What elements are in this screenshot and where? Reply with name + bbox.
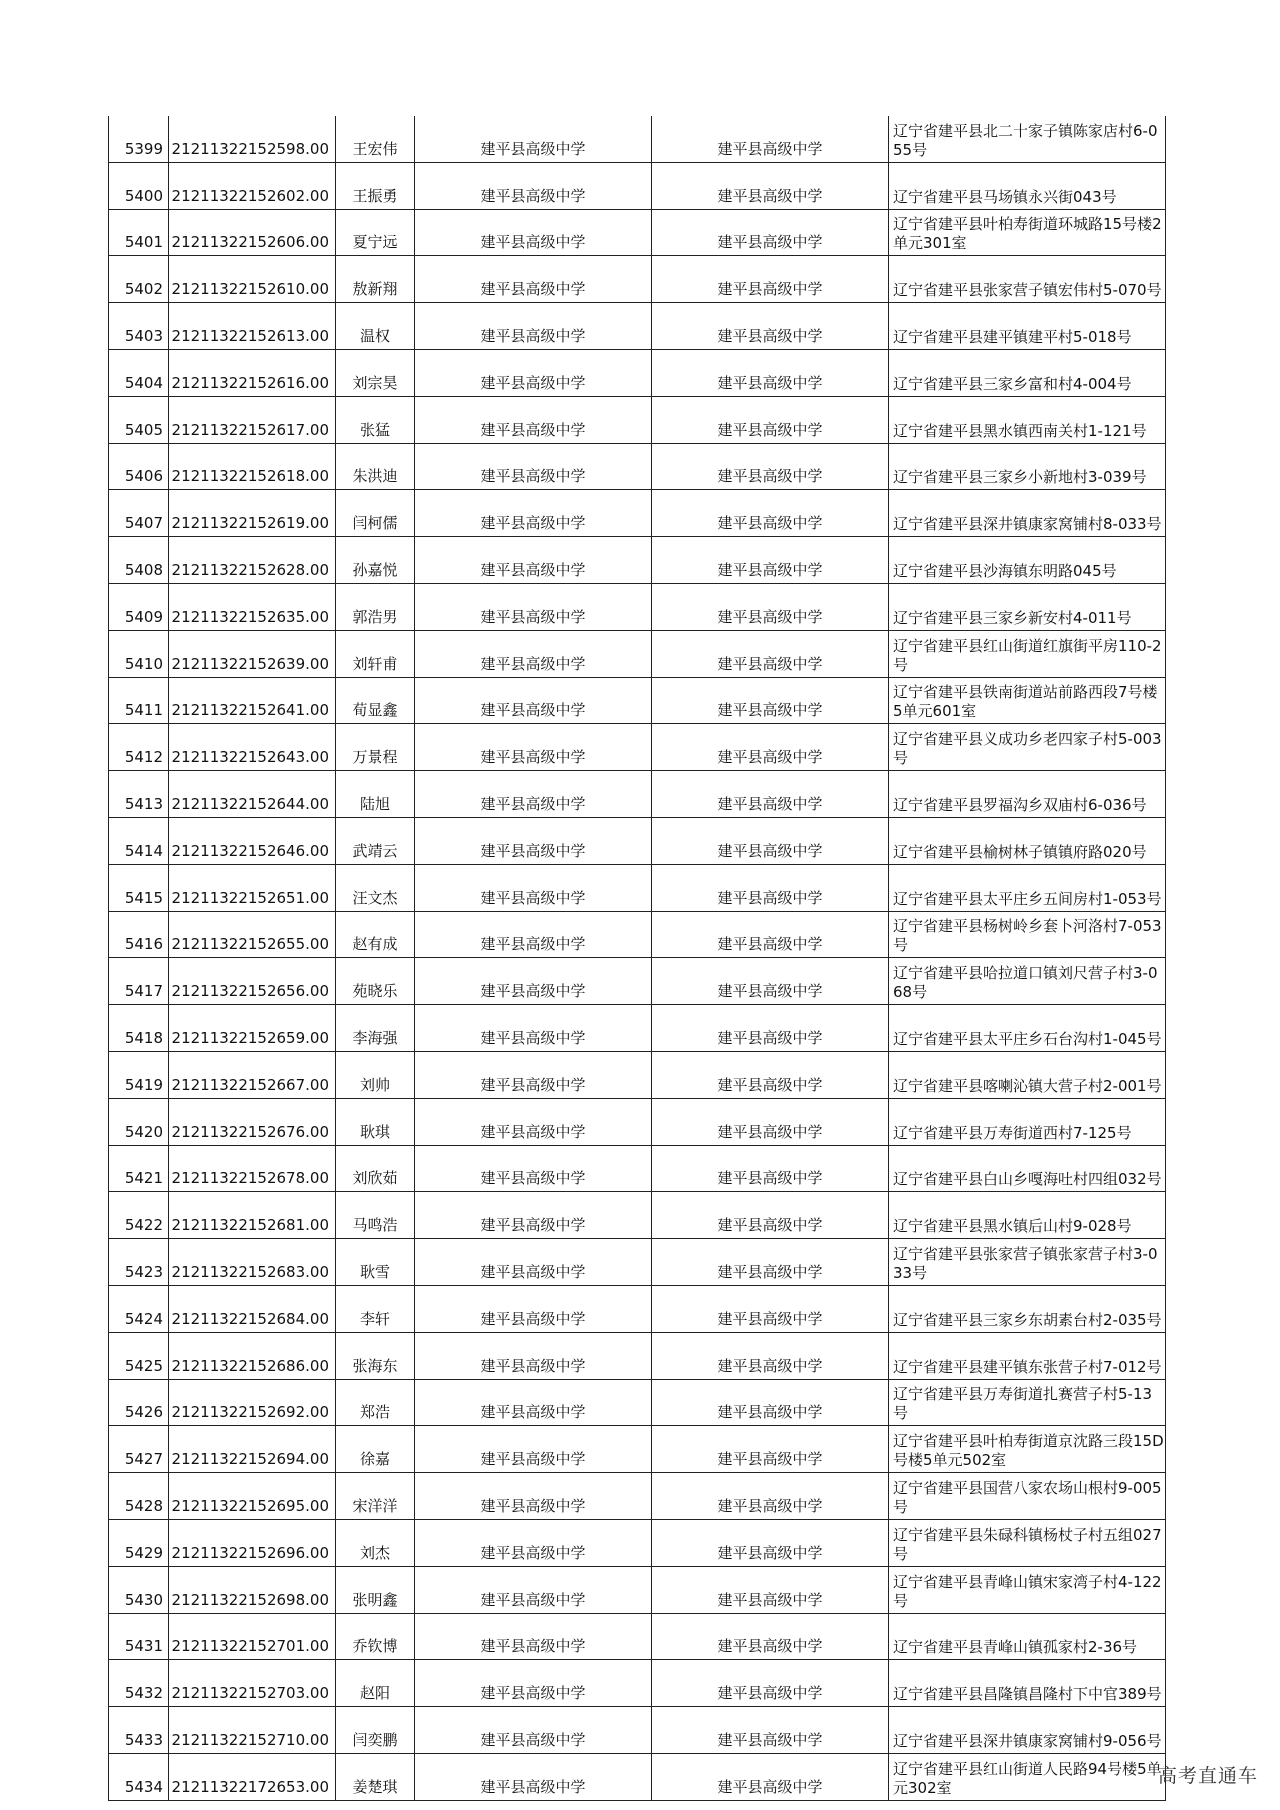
student-name: 赵阳	[336, 1660, 415, 1707]
student-name: 李轩	[336, 1285, 415, 1332]
candidate-id: 21211322152692.00	[169, 1379, 336, 1426]
table-row	[109, 162, 1166, 209]
row-number: 5404	[109, 349, 169, 396]
candidate-id: 21211322152613.00	[169, 303, 336, 350]
table-row	[109, 256, 1166, 303]
graduating-school: 建平县高级中学	[652, 1660, 889, 1707]
table-row	[109, 1519, 1166, 1566]
candidate-id: 21211322152696.00	[169, 1519, 336, 1566]
candidate-id: 21211322152598.00	[169, 116, 336, 162]
candidate-id: 21211322152617.00	[169, 396, 336, 443]
home-address: 辽宁省建平县叶柏寿街道京沈路三段15D号楼5单元502室	[889, 1426, 1166, 1473]
graduating-school: 建平县高级中学	[652, 677, 889, 724]
candidate-id: 21211322152641.00	[169, 677, 336, 724]
home-address: 辽宁省建平县太平庄乡五间房村1-053号	[889, 864, 1166, 911]
candidate-id: 21211322152619.00	[169, 490, 336, 537]
school-name: 建平县高级中学	[415, 396, 652, 443]
table-row	[109, 490, 1166, 537]
school-name: 建平县高级中学	[415, 864, 652, 911]
watermark: 高考直通车	[1157, 1765, 1258, 1787]
table-row	[109, 1660, 1166, 1707]
home-address: 辽宁省建平县万寿街道扎赛营子村5-13号	[889, 1379, 1166, 1426]
row-number: 5427	[109, 1426, 169, 1473]
table-row	[109, 1566, 1166, 1613]
table-row	[109, 1239, 1166, 1286]
home-address: 辽宁省建平县义成功乡老四家子村5-003号	[889, 724, 1166, 771]
student-name: 闫柯儒	[336, 490, 415, 537]
student-name: 宋洋洋	[336, 1473, 415, 1520]
row-number: 5419	[109, 1051, 169, 1098]
student-name: 刘帅	[336, 1051, 415, 1098]
student-name: 武靖云	[336, 817, 415, 864]
table-row	[109, 583, 1166, 630]
row-number: 5400	[109, 162, 169, 209]
school-name: 建平县高级中学	[415, 583, 652, 630]
graduating-school: 建平县高级中学	[652, 162, 889, 209]
row-number: 5434	[109, 1753, 169, 1800]
table-row	[109, 724, 1166, 771]
graduating-school: 建平县高级中学	[652, 583, 889, 630]
school-name: 建平县高级中学	[415, 1426, 652, 1473]
graduating-school: 建平县高级中学	[652, 443, 889, 490]
row-number: 5410	[109, 630, 169, 677]
school-name: 建平县高级中学	[415, 817, 652, 864]
home-address: 辽宁省建平县三家乡东胡素台村2-035号	[889, 1285, 1166, 1332]
graduating-school: 建平县高级中学	[652, 958, 889, 1005]
graduating-school: 建平县高级中学	[652, 396, 889, 443]
student-name: 耿雪	[336, 1239, 415, 1286]
table-row	[109, 1285, 1166, 1332]
row-number: 5420	[109, 1098, 169, 1145]
school-name: 建平县高级中学	[415, 162, 652, 209]
row-number: 5414	[109, 817, 169, 864]
graduating-school: 建平县高级中学	[652, 911, 889, 958]
graduating-school: 建平县高级中学	[652, 1145, 889, 1192]
row-number: 5402	[109, 256, 169, 303]
student-name: 赵有成	[336, 911, 415, 958]
school-name: 建平县高级中学	[415, 1473, 652, 1520]
student-name: 徐嘉	[336, 1426, 415, 1473]
row-number: 5421	[109, 1145, 169, 1192]
row-number: 5416	[109, 911, 169, 958]
student-name: 刘宗昊	[336, 349, 415, 396]
school-name: 建平县高级中学	[415, 911, 652, 958]
school-name: 建平县高级中学	[415, 1519, 652, 1566]
candidate-id: 21211322152676.00	[169, 1098, 336, 1145]
school-name: 建平县高级中学	[415, 677, 652, 724]
home-address: 辽宁省建平县三家乡富和村4-004号	[889, 349, 1166, 396]
home-address: 辽宁省建平县青峰山镇孤家村2-36号	[889, 1613, 1166, 1660]
home-address: 辽宁省建平县朱碌科镇杨杖子村五组027号	[889, 1519, 1166, 1566]
graduating-school: 建平县高级中学	[652, 1426, 889, 1473]
home-address: 辽宁省建平县黑水镇西南关村1-121号	[889, 396, 1166, 443]
row-number: 5422	[109, 1192, 169, 1239]
table-row	[109, 1145, 1166, 1192]
school-name: 建平县高级中学	[415, 1145, 652, 1192]
table-row	[109, 864, 1166, 911]
candidate-id: 21211322152610.00	[169, 256, 336, 303]
table-row	[109, 1005, 1166, 1052]
table-row	[109, 1379, 1166, 1426]
graduating-school: 建平县高级中学	[652, 1379, 889, 1426]
school-name: 建平县高级中学	[415, 724, 652, 771]
graduating-school: 建平县高级中学	[652, 1332, 889, 1379]
student-name: 王宏伟	[336, 116, 415, 162]
candidate-id: 21211322152701.00	[169, 1613, 336, 1660]
candidate-id: 21211322152686.00	[169, 1332, 336, 1379]
home-address: 辽宁省建平县太平庄乡石台沟村1-045号	[889, 1005, 1166, 1052]
graduating-school: 建平县高级中学	[652, 303, 889, 350]
row-number: 5423	[109, 1239, 169, 1286]
candidate-id: 21211322152684.00	[169, 1285, 336, 1332]
table-body	[109, 116, 1166, 1800]
candidate-id: 21211322152635.00	[169, 583, 336, 630]
candidate-id: 21211322152655.00	[169, 911, 336, 958]
candidate-id: 21211322152606.00	[169, 209, 336, 256]
student-name: 张明鑫	[336, 1566, 415, 1613]
table-row	[109, 1192, 1166, 1239]
candidate-id: 21211322152667.00	[169, 1051, 336, 1098]
row-number: 5431	[109, 1613, 169, 1660]
home-address: 辽宁省建平县万寿街道西村7-125号	[889, 1098, 1166, 1145]
row-number: 5418	[109, 1005, 169, 1052]
table-row	[109, 1098, 1166, 1145]
graduating-school: 建平县高级中学	[652, 817, 889, 864]
graduating-school: 建平县高级中学	[652, 1473, 889, 1520]
home-address: 辽宁省建平县深井镇康家窝铺村9-056号	[889, 1707, 1166, 1754]
student-name: 万景程	[336, 724, 415, 771]
graduating-school: 建平县高级中学	[652, 724, 889, 771]
candidate-id: 21211322152651.00	[169, 864, 336, 911]
graduating-school: 建平县高级中学	[652, 1613, 889, 1660]
candidate-id: 21211322152602.00	[169, 162, 336, 209]
row-number: 5415	[109, 864, 169, 911]
home-address: 辽宁省建平县马场镇永兴街043号	[889, 162, 1166, 209]
candidate-id: 21211322152643.00	[169, 724, 336, 771]
home-address: 辽宁省建平县张家营子镇宏伟村5-070号	[889, 256, 1166, 303]
graduating-school: 建平县高级中学	[652, 1051, 889, 1098]
student-name: 王振勇	[336, 162, 415, 209]
candidate-id: 21211322152639.00	[169, 630, 336, 677]
row-number: 5432	[109, 1660, 169, 1707]
table-row	[109, 1613, 1166, 1660]
student-name: 温权	[336, 303, 415, 350]
row-number: 5413	[109, 771, 169, 818]
table-row	[109, 817, 1166, 864]
row-number: 5425	[109, 1332, 169, 1379]
home-address: 辽宁省建平县喀喇沁镇大营子村2-001号	[889, 1051, 1166, 1098]
student-name: 姜楚琪	[336, 1753, 415, 1800]
student-name: 苑晓乐	[336, 958, 415, 1005]
school-name: 建平县高级中学	[415, 349, 652, 396]
row-number: 5430	[109, 1566, 169, 1613]
row-number: 5409	[109, 583, 169, 630]
home-address: 辽宁省建平县红山街道红旗街平房110-2号	[889, 630, 1166, 677]
candidate-id: 21211322152683.00	[169, 1239, 336, 1286]
school-name: 建平县高级中学	[415, 630, 652, 677]
home-address: 辽宁省建平县白山乡嘎海吐村四组032号	[889, 1145, 1166, 1192]
home-address: 辽宁省建平县榆树林子镇镇府路020号	[889, 817, 1166, 864]
student-name: 张猛	[336, 396, 415, 443]
home-address: 辽宁省建平县叶柏寿街道环城路15号楼2单元301室	[889, 209, 1166, 256]
school-name: 建平县高级中学	[415, 256, 652, 303]
home-address: 辽宁省建平县青峰山镇宋家湾子村4-122号	[889, 1566, 1166, 1613]
candidate-id: 21211322152703.00	[169, 1660, 336, 1707]
candidate-id: 21211322152678.00	[169, 1145, 336, 1192]
row-number: 5412	[109, 724, 169, 771]
school-name: 建平县高级中学	[415, 490, 652, 537]
school-name: 建平县高级中学	[415, 1379, 652, 1426]
table-row	[109, 396, 1166, 443]
home-address: 辽宁省建平县红山街道人民路94号楼5单元302室	[889, 1753, 1166, 1800]
home-address: 辽宁省建平县沙海镇东明路045号	[889, 537, 1166, 584]
student-name: 李海强	[336, 1005, 415, 1052]
candidate-id: 21211322152694.00	[169, 1426, 336, 1473]
student-name: 陆旭	[336, 771, 415, 818]
school-name: 建平县高级中学	[415, 1285, 652, 1332]
school-name: 建平县高级中学	[415, 1051, 652, 1098]
student-name: 闫奕鹏	[336, 1707, 415, 1754]
student-name: 张海东	[336, 1332, 415, 1379]
row-number: 5401	[109, 209, 169, 256]
student-name: 朱洪迪	[336, 443, 415, 490]
row-number: 5406	[109, 443, 169, 490]
candidate-id: 21211322152681.00	[169, 1192, 336, 1239]
graduating-school: 建平县高级中学	[652, 1707, 889, 1754]
table-row	[109, 349, 1166, 396]
home-address: 辽宁省建平县三家乡新安村4-011号	[889, 583, 1166, 630]
home-address: 辽宁省建平县国营八家农场山根村9-005号	[889, 1473, 1166, 1520]
graduating-school: 建平县高级中学	[652, 256, 889, 303]
school-name: 建平县高级中学	[415, 116, 652, 162]
school-name: 建平县高级中学	[415, 958, 652, 1005]
table-row	[109, 1332, 1166, 1379]
home-address: 辽宁省建平县三家乡小新地村3-039号	[889, 443, 1166, 490]
graduating-school: 建平县高级中学	[652, 537, 889, 584]
table-row	[109, 911, 1166, 958]
graduating-school: 建平县高级中学	[652, 490, 889, 537]
student-name: 敖新翔	[336, 256, 415, 303]
graduating-school: 建平县高级中学	[652, 1192, 889, 1239]
school-name: 建平县高级中学	[415, 1660, 652, 1707]
school-name: 建平县高级中学	[415, 303, 652, 350]
graduating-school: 建平县高级中学	[652, 1285, 889, 1332]
row-number: 5417	[109, 958, 169, 1005]
row-number: 5403	[109, 303, 169, 350]
graduating-school: 建平县高级中学	[652, 771, 889, 818]
school-name: 建平县高级中学	[415, 209, 652, 256]
school-name: 建平县高级中学	[415, 1332, 652, 1379]
student-name: 乔钦博	[336, 1613, 415, 1660]
graduating-school: 建平县高级中学	[652, 209, 889, 256]
home-address: 辽宁省建平县深井镇康家窝铺村8-033号	[889, 490, 1166, 537]
table-row	[109, 1426, 1166, 1473]
row-number: 5405	[109, 396, 169, 443]
home-address: 辽宁省建平县昌隆镇昌隆村下中官389号	[889, 1660, 1166, 1707]
home-address: 辽宁省建平县张家营子镇张家营子村3-033号	[889, 1239, 1166, 1286]
school-name: 建平县高级中学	[415, 1005, 652, 1052]
home-address: 辽宁省建平县铁南街道站前路西段7号楼5单元601室	[889, 677, 1166, 724]
home-address: 辽宁省建平县北二十家子镇陈家店村6-055号	[889, 116, 1166, 162]
table-row	[109, 1051, 1166, 1098]
school-name: 建平县高级中学	[415, 1566, 652, 1613]
candidate-id: 21211322172653.00	[169, 1753, 336, 1800]
candidate-id: 21211322152710.00	[169, 1707, 336, 1754]
graduating-school: 建平县高级中学	[652, 1005, 889, 1052]
roster-table	[108, 116, 1166, 1801]
row-number: 5433	[109, 1707, 169, 1754]
graduating-school: 建平县高级中学	[652, 1519, 889, 1566]
row-number: 5399	[109, 116, 169, 162]
home-address: 辽宁省建平县哈拉道口镇刘尺营子村3-068号	[889, 958, 1166, 1005]
student-name: 荀显鑫	[336, 677, 415, 724]
table-row	[109, 1473, 1166, 1520]
graduating-school: 建平县高级中学	[652, 864, 889, 911]
student-name: 郭浩男	[336, 583, 415, 630]
row-number: 5424	[109, 1285, 169, 1332]
candidate-id: 21211322152628.00	[169, 537, 336, 584]
candidate-id: 21211322152644.00	[169, 771, 336, 818]
school-name: 建平县高级中学	[415, 771, 652, 818]
student-name: 刘轩甫	[336, 630, 415, 677]
candidate-id: 21211322152659.00	[169, 1005, 336, 1052]
row-number: 5426	[109, 1379, 169, 1426]
table-row	[109, 209, 1166, 256]
row-number: 5408	[109, 537, 169, 584]
candidate-id: 21211322152698.00	[169, 1566, 336, 1613]
student-name: 刘杰	[336, 1519, 415, 1566]
school-name: 建平县高级中学	[415, 1707, 652, 1754]
student-name: 孙嘉悦	[336, 537, 415, 584]
row-number: 5428	[109, 1473, 169, 1520]
student-name: 刘欣茹	[336, 1145, 415, 1192]
graduating-school: 建平县高级中学	[652, 1753, 889, 1800]
graduating-school: 建平县高级中学	[652, 1239, 889, 1286]
student-name: 夏宁远	[336, 209, 415, 256]
school-name: 建平县高级中学	[415, 1239, 652, 1286]
graduating-school: 建平县高级中学	[652, 349, 889, 396]
candidate-id: 21211322152646.00	[169, 817, 336, 864]
table-row	[109, 443, 1166, 490]
graduating-school: 建平县高级中学	[652, 630, 889, 677]
table-row	[109, 537, 1166, 584]
graduating-school: 建平县高级中学	[652, 1566, 889, 1613]
school-name: 建平县高级中学	[415, 537, 652, 584]
school-name: 建平县高级中学	[415, 1613, 652, 1660]
home-address: 辽宁省建平县黑水镇后山村9-028号	[889, 1192, 1166, 1239]
student-name: 马鸣浩	[336, 1192, 415, 1239]
table-row	[109, 958, 1166, 1005]
home-address: 辽宁省建平县建平镇建平村5-018号	[889, 303, 1166, 350]
table-row	[109, 116, 1166, 162]
school-name: 建平县高级中学	[415, 443, 652, 490]
candidate-id: 21211322152616.00	[169, 349, 336, 396]
row-number: 5429	[109, 1519, 169, 1566]
graduating-school: 建平县高级中学	[652, 116, 889, 162]
row-number: 5407	[109, 490, 169, 537]
student-name: 汪文杰	[336, 864, 415, 911]
graduating-school: 建平县高级中学	[652, 1098, 889, 1145]
row-number: 5411	[109, 677, 169, 724]
home-address: 辽宁省建平县罗福沟乡双庙村6-036号	[889, 771, 1166, 818]
school-name: 建平县高级中学	[415, 1192, 652, 1239]
table-row	[109, 303, 1166, 350]
student-name: 郑浩	[336, 1379, 415, 1426]
school-name: 建平县高级中学	[415, 1753, 652, 1800]
table-row	[109, 630, 1166, 677]
home-address: 辽宁省建平县建平镇东张营子村7-012号	[889, 1332, 1166, 1379]
table-row	[109, 677, 1166, 724]
home-address: 辽宁省建平县杨树岭乡套卜河洛村7-053号	[889, 911, 1166, 958]
candidate-id: 21211322152656.00	[169, 958, 336, 1005]
candidate-id: 21211322152695.00	[169, 1473, 336, 1520]
table-row	[109, 771, 1166, 818]
candidate-id: 21211322152618.00	[169, 443, 336, 490]
table-row	[109, 1707, 1166, 1754]
table-row	[109, 1753, 1166, 1800]
school-name: 建平县高级中学	[415, 1098, 652, 1145]
student-name: 耿琪	[336, 1098, 415, 1145]
